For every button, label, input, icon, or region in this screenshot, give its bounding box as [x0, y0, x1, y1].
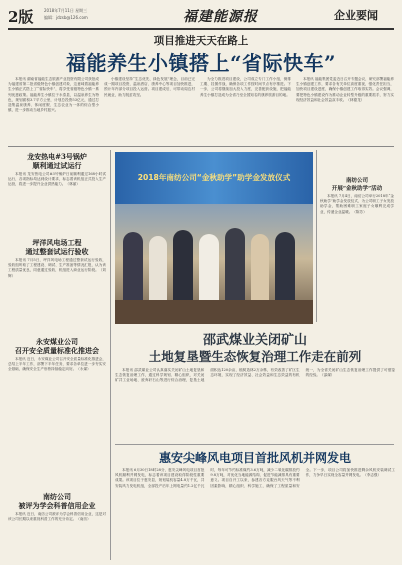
left-article-4-body: 本报讯 近日，南纺公司被评为学会科普信用企业，这是对该公司长期以来重视科普工作的充分肯定。（南纺）	[8, 512, 106, 522]
header-rule	[8, 28, 394, 30]
left-article-1-title: 龙安热电#3号锅炉 顺利通过试运行	[27, 152, 87, 170]
coal-kicker: 邵武煤业关闭矿山	[202, 333, 307, 348]
wind-body: 本报讯 6月30日18时28分，惠安尖峰风电项目首批风机顺利并网发电，标志着该项目建设取得阶段性重要成果。该项目位于惠安县，规划装机容量4.8万千瓦，共安装风力发电机组，全部投产后年上网电量约1.2亿千瓦时，每年可节约标准煤约3.6万吨，减少二氧化碳排放约9.8万吨，对优化当地能源结构、促进节能减排具有重要意义。项目自开工以来，参建各方克服台风天气等不利因素影响，精心组织、科学施工，确保了工程质量和安全。下一步，项目公司将加快推进剩余风机安装调试工作，力争早日实现全容量并网发电。（李志强）	[115, 468, 395, 488]
lead-col-3: 为全力推进项目建设，公司成立专门工作小组，倒排工期、挂图作战，确保各项工作按时间节点有序推进。下一步，公司将继续加大投入力度，完善配套设施，把福能养生小镇打造成为全省乃至全国知名的康养旅游目的地。	[200, 77, 291, 97]
section-title: 企业要闻	[334, 9, 378, 22]
right-article-body: 本报讯 7月4日，南纺公司举行2018年“金秋助学”助学金发放仪式，为公司职工子女发放助学金，帮助困难职工家庭子女顺利完成学业，传递企业温暖。（陈芳）	[320, 194, 394, 214]
coal-body: 本报讯 邵武煤业公司认真落实关闭矿山土地复垦和生态恢复治理工作，通过科学规划、精心组织，对关闭矿井工业场地、废弃矸石山等进行综合治理，复垦土地面积达120余亩，植树造林2万余株，有效改善了矿区生态环境，实现了经济效益、社会效益和生态效益的有机统一，为全省关闭矿山生态恢复治理工作提供了可借鉴的经验。（邵煤）	[115, 368, 395, 383]
wind-headline: 惠安尖峰风电项目首批风机并网发电	[158, 451, 351, 465]
left-article-1-body: 本报讯 龙安热电公司#3号锅炉日前顺利通过168小时试运行，各项指标均达到设计要求，标志着该机组正式投入生产运营，将进一步提升企业供热能力。（林丽）	[8, 172, 106, 187]
left-article-2-body: 本报讯 7月5日，坪洋风电场工程通过整套试运行验收，验收组听取了工程建设、调试、生产准备等情况汇报，认为该工程质量优良，同意通过验收，机组进入商业运行阶段。（刘辉）	[8, 258, 106, 278]
page-number: 2版	[8, 8, 34, 26]
editor-line: 编辑：jdzsb@126.com	[44, 15, 88, 20]
lead-col-1: 本报讯 湖南省福能生态旅游产业投资有限公司获批成为福建省第二批省级特色小镇创建对象，这意味着福能养生小镇正式搭上了“省际快车”，将享受省级特色小镇一系列优惠政策。福能养生小镇位于永泰县，以温泉养生为特色，规划面积3.7平方公里，计划总投资53亿元，通过打造集温泉康养、休闲度假、生态农业为一体的综合型小镇，进一步推动当地乡村振兴。	[8, 77, 99, 113]
left-column-divider	[110, 150, 111, 560]
photo-people	[115, 222, 313, 324]
left-article-4-title: 南纺公司	[43, 492, 71, 501]
left-article-2-title: 坪洋风电场工程 通过整套试运行验收	[25, 238, 89, 256]
left-article-3-body: 本报讯 近日，永安煤业公司召开安全质量标准化推进会，总结上半年工作，部署下半年任务，要求各单位进一步夯实安全基础，确保安全生产形势持续稳定向好。（永煤）	[8, 357, 106, 372]
left-article-3	[8, 337, 106, 433]
wind-top-rule	[115, 444, 394, 445]
left-article-1	[8, 152, 106, 208]
left-article-2	[8, 238, 106, 320]
lead-col-2: 小镇建设坚持“生态优先、绿色发展”理念，目前已完成一期项目投资，温泉酒店、康养中心等项目加快推进，预计年内部分项目投入运营。项目建成后，可带动周边村民就业，助力脱贫攻坚。	[104, 77, 195, 97]
left-article-3-title: 永安煤业公司 召开安全质量标准化推进会	[15, 337, 99, 355]
photo-banner-text: 2018年南纺公司“金秋助学”助学金发放仪式	[137, 173, 291, 182]
right-article	[320, 176, 394, 312]
masthead-bar	[8, 4, 394, 28]
date-line: 2018年7月11日 星期三	[44, 8, 88, 13]
coal-headline: 土地复垦暨生态恢复治理工作走在前列	[148, 349, 362, 364]
left-article-4	[8, 492, 106, 552]
event-photo	[115, 152, 313, 324]
right-article-title2: 开展“金秋助学”活动	[331, 186, 383, 192]
lead-headline: 福能养生小镇搭上“省际快车”	[65, 51, 336, 75]
right-column-divider	[316, 150, 317, 322]
left-article-4-title2: 被评为学会科普信用企业	[18, 501, 96, 510]
masthead-title: 福建能源报	[183, 9, 258, 25]
lead-col-4: 本报讯 福能集团党委近日召开专题会议，研究部署福能养生小镇创建工作，要求各有关单位高度重视，强化责任担当，加快项目建设进度，确保小镇创建工作取得实效。会议强调，要把特色小镇建设作为推动企业转型升级的重要抓手，努力实现经济效益和社会效益双丰收。（林德龙）	[296, 77, 394, 102]
lead-kicker: 项目推进天天在路上	[153, 35, 249, 47]
lead-bottom-rule	[8, 146, 394, 147]
right-article-title: 南纺公司	[345, 178, 368, 184]
